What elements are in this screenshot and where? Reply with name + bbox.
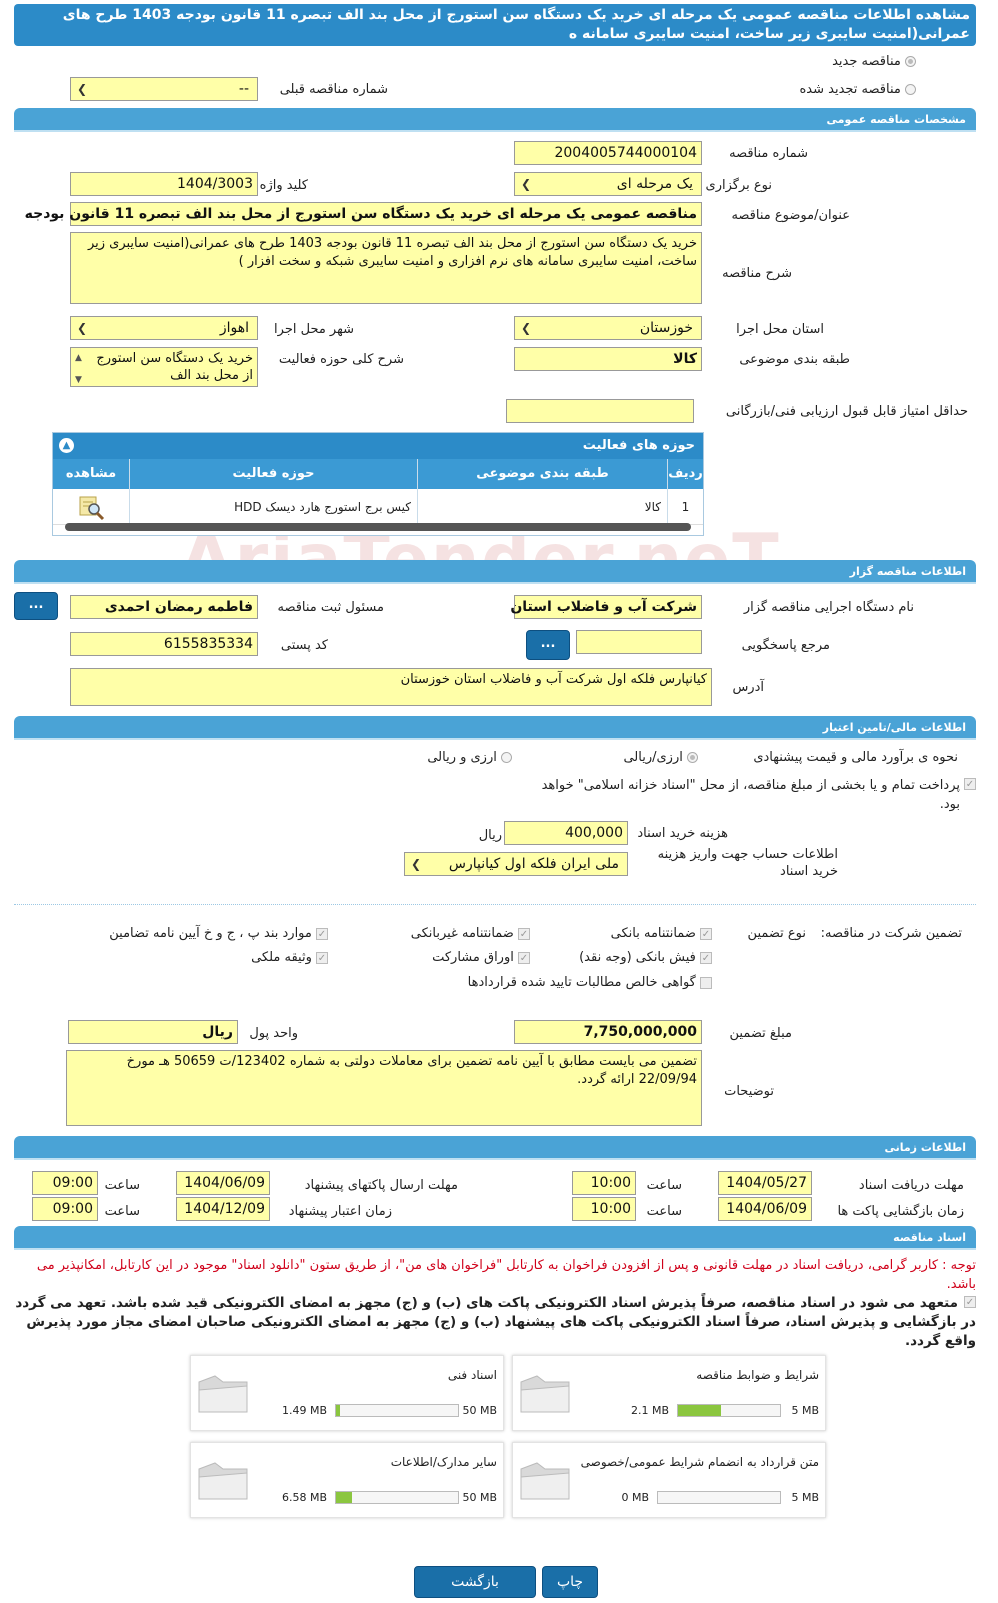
min-score-field bbox=[506, 399, 694, 423]
checkbox-icon: ✓ bbox=[519, 952, 529, 964]
t2-hour-label: ساعت bbox=[104, 1178, 140, 1193]
category-label: طبقه بندی موضوعی bbox=[739, 352, 850, 367]
t2-label: مهلت ارسال پاکتهای پیشنهاد bbox=[304, 1178, 458, 1193]
file-card-conditions[interactable] bbox=[512, 1355, 826, 1431]
description-label: شرح مناقصه bbox=[722, 266, 792, 281]
guarantee-nonbank[interactable] bbox=[411, 926, 530, 941]
collapse-icon[interactable]: ▲ bbox=[59, 438, 74, 453]
t3-hour-label: ساعت bbox=[646, 1204, 682, 1219]
file-progress bbox=[335, 1491, 459, 1504]
file-name: اسناد فنی bbox=[447, 1368, 497, 1382]
separator bbox=[14, 904, 976, 905]
scroll-up-icon[interactable]: ▲ bbox=[75, 353, 82, 363]
reference-lookup-button[interactable]: ... bbox=[526, 630, 570, 660]
guarantee-clauses[interactable] bbox=[109, 926, 328, 941]
t2-hour-field: 09:00 bbox=[32, 1171, 98, 1195]
activity-desc-field[interactable] bbox=[70, 347, 258, 387]
col-field-header: حوزه فعالیت bbox=[129, 459, 417, 489]
file-name: سایر مدارک/اطلاعات bbox=[390, 1455, 497, 1469]
grid-title bbox=[53, 433, 703, 459]
description-field: خرید یک دستگاه سن استورج از محل بند الف تبصره 11 قانون بودجه 1403 طرح های عمرانی(امنیت سایبری زیر ساخت، امنیت سایبری سامانه های نرم افزاری و امنیت سایبری شبکه و سخت افزار ) bbox=[70, 232, 702, 304]
registrar-label: مسئول ثبت مناقصه bbox=[277, 600, 384, 615]
col-row-header: ردیف bbox=[667, 459, 703, 489]
radio-icon bbox=[905, 84, 916, 95]
province-value: خوزستان bbox=[639, 320, 693, 336]
doc-fee-unit: ریال bbox=[478, 828, 502, 843]
t1-label: مهلت دریافت اسناد bbox=[858, 1178, 964, 1193]
t4-hour-field: 09:00 bbox=[32, 1197, 98, 1221]
table-row bbox=[53, 489, 703, 525]
type-select[interactable] bbox=[514, 172, 702, 196]
cell-category: کالا bbox=[417, 489, 667, 524]
province-label: استان محل اجرا bbox=[736, 322, 824, 337]
view-icon[interactable] bbox=[53, 489, 129, 524]
guarantee-receivables[interactable] bbox=[468, 975, 712, 990]
radio-icon bbox=[905, 56, 916, 67]
print-button[interactable]: چاپ bbox=[542, 1566, 598, 1598]
cell-field: کیس برج استورج هارد دیسک HDD bbox=[129, 489, 417, 524]
checkbox-icon: ✓ bbox=[701, 952, 711, 964]
file-name: متن قرارداد به انضمام شرایط عمومی/خصوصی bbox=[580, 1455, 819, 1469]
file-progress-fill bbox=[336, 1405, 340, 1416]
currency-field: ریال bbox=[68, 1020, 238, 1044]
guarantee-cash[interactable] bbox=[579, 950, 712, 965]
postal-code-field: 6155835334 bbox=[70, 632, 258, 656]
organizer-label: نام دستگاه اجرایی مناقصه گزار bbox=[743, 600, 914, 615]
radio-icon bbox=[687, 752, 698, 763]
file-size: 0 MB bbox=[621, 1491, 649, 1504]
registrar-lookup-button[interactable]: ... bbox=[14, 592, 58, 620]
download-notice: توجه : کاربر گرامی، دریافت اسناد در مهلت قانونی و پس از افزودن فراخوان به کارتابل "فراخوان های من"، از طریق ستون "دانلود اسناد" موجود در این کارتابل، امکانپذیر می باشد. bbox=[36, 1258, 976, 1292]
radio-new-label: مناقصه جدید bbox=[832, 54, 901, 69]
file-progress-fill bbox=[678, 1405, 721, 1416]
city-value: اهواز bbox=[219, 320, 249, 336]
t1-hour-label: ساعت bbox=[646, 1178, 682, 1193]
t2-date-field: 1404/06/09 bbox=[176, 1171, 270, 1195]
section-financial: اطلاعات مالی/تامین اعتبار bbox=[14, 716, 976, 740]
grid-scrollbar[interactable] bbox=[65, 523, 691, 531]
g1-label: ضمانتنامه بانکی bbox=[610, 926, 696, 941]
g5-label: اوراق مشارکت bbox=[432, 950, 514, 965]
guarantee-property[interactable] bbox=[251, 950, 328, 965]
chevron-down-icon: ❯ bbox=[411, 857, 422, 871]
min-score-label: حداقل امتیاز قابل قبول ارزیابی فنی/بازرگانی bbox=[725, 404, 968, 419]
file-card-technical[interactable] bbox=[190, 1355, 504, 1431]
file-max: 5 MB bbox=[791, 1491, 819, 1504]
keyword-field: 1404/3003 bbox=[70, 172, 258, 196]
folder-icon bbox=[197, 1372, 249, 1414]
type-label: نوع برگزاری bbox=[705, 178, 772, 193]
col-view-header: مشاهده bbox=[65, 466, 117, 481]
file-name: شرایط و ضوابط مناقصه bbox=[696, 1368, 819, 1382]
currency-label: واحد پول bbox=[249, 1026, 298, 1041]
guarantee-bank[interactable] bbox=[611, 926, 712, 941]
g3-label: موارد بند پ ، ج و خ آیین نامه تضامین bbox=[109, 926, 312, 941]
prev-number-select[interactable] bbox=[70, 77, 258, 101]
g7-label: گواهی خالص مطالبات تایید شده قراردادها bbox=[467, 975, 696, 990]
scroll-down-icon[interactable]: ▼ bbox=[75, 375, 82, 385]
file-max: 50 MB bbox=[462, 1491, 497, 1504]
address-field: کیانپارس فلکه اول شرکت آب و فاضلاب استان خوزستان bbox=[70, 668, 712, 706]
file-size: 1.49 MB bbox=[281, 1404, 327, 1417]
activity-desc-label: شرح کلی حوزه فعالیت bbox=[278, 352, 404, 367]
activity-desc-text: خرید یک دستگاه سن استورج از محل بند الف bbox=[96, 351, 253, 383]
guarantee-label: تضمین شرکت در مناقصه: bbox=[820, 926, 962, 941]
commit-checkbox[interactable]: ✓ bbox=[965, 1297, 975, 1308]
t4-hour-label: ساعت bbox=[104, 1204, 140, 1219]
t3-hour-field: 10:00 bbox=[572, 1197, 636, 1221]
t3-date-field: 1404/06/09 bbox=[718, 1197, 812, 1221]
commitment-text: متعهد می شود در اسناد مناقصه، صرفاً پذیرش اسناد الکترونیکی پاکت های (ب) و (ج) مجهز به امضای الکترونیکی قید شده باشد. تعهد می گردد در بازگشایی و پذیرش اسناد، صرفاً اسناد الکترونیکی پاکت های پیشنهاد (ب) و (ج) مجهز به امضای الکترونیکی صاحبان امضای مجاز مورد پذیرش واقع گردد. bbox=[15, 1295, 976, 1349]
treasury-checkbox[interactable]: ✓ bbox=[965, 779, 975, 790]
page-title: مشاهده اطلاعات مناقصه عمومی یک مرحله ای خرید یک دستگاه سن استورج از محل بند الف تبصره 11 قانون بودجه 1403 طرح های عمرانی(امنیت سایبری زیر ساخت، امنیت سایبری سامانه ه bbox=[14, 4, 976, 46]
radio-foreign-rial[interactable] bbox=[623, 750, 698, 765]
registrar-field: فاطمه رمضان احمدی bbox=[70, 595, 258, 619]
organizer-field: شرکت آب و فاضلاب استان bbox=[514, 595, 702, 619]
tender-number-label: شماره مناقصه bbox=[729, 146, 808, 161]
section-general: مشخصات مناقصه عمومی bbox=[14, 108, 976, 132]
cell-row-number: 1 bbox=[667, 489, 703, 524]
checkbox-icon: ✓ bbox=[519, 928, 529, 940]
prev-number-value: -- bbox=[238, 81, 249, 97]
amount-field: 7,750,000,000 bbox=[514, 1020, 702, 1044]
file-progress-fill bbox=[336, 1492, 352, 1503]
activity-grid bbox=[52, 432, 704, 536]
folder-icon bbox=[519, 1459, 571, 1501]
file-size: 2.1 MB bbox=[630, 1404, 669, 1417]
account-value: ملی ایران فلکه اول کیانپارس bbox=[448, 856, 619, 872]
folder-icon bbox=[197, 1459, 249, 1501]
postal-code-label: کد پستی bbox=[280, 638, 328, 653]
notes-label: توضیحات bbox=[724, 1084, 774, 1099]
file-progress bbox=[335, 1404, 459, 1417]
subject-label: عنوان/موضوع مناقصه bbox=[731, 208, 850, 223]
radio-renewed-label: مناقصه تجدید شده bbox=[799, 82, 901, 97]
guarantee-type-label: نوع تضمین bbox=[747, 926, 806, 941]
chevron-down-icon: ❯ bbox=[77, 321, 88, 335]
checkbox-icon: ✓ bbox=[317, 928, 327, 940]
checkbox-icon: ✓ bbox=[701, 928, 711, 940]
radio-rial-label: ارزی و ریالی bbox=[427, 750, 497, 765]
radio-renewed-tender[interactable] bbox=[799, 82, 916, 97]
section-timing: اطلاعات زمانی bbox=[14, 1136, 976, 1160]
account-label: اطلاعات حساب جهت واریز هزینه خرید اسناد bbox=[657, 847, 838, 879]
account-select[interactable] bbox=[404, 852, 628, 876]
folder-icon bbox=[519, 1372, 571, 1414]
radio-new-tender[interactable] bbox=[832, 54, 916, 69]
amount-label: مبلغ تضمین bbox=[729, 1026, 792, 1041]
file-size: 6.58 MB bbox=[281, 1491, 327, 1504]
section-organizer: اطلاعات مناقصه گزار bbox=[14, 560, 976, 584]
grid-header-row bbox=[53, 459, 703, 489]
type-value: یک مرحله ای bbox=[616, 176, 693, 192]
file-max: 50 MB bbox=[462, 1404, 497, 1417]
chevron-down-icon: ❯ bbox=[521, 177, 532, 191]
file-max: 5 MB bbox=[791, 1404, 819, 1417]
file-card-other[interactable] bbox=[190, 1442, 504, 1518]
category-field: کالا bbox=[514, 347, 702, 371]
radio-foreign-label: ارزی/ریالی bbox=[623, 750, 683, 765]
t1-hour-field: 10:00 bbox=[572, 1171, 636, 1195]
t4-label: زمان اعتبار پیشنهاد bbox=[288, 1204, 392, 1219]
chevron-down-icon: ❯ bbox=[77, 82, 88, 96]
tender-number-field: 2004005744000104 bbox=[514, 141, 702, 165]
file-progress bbox=[657, 1491, 781, 1504]
estimate-label: نحوه ی برآورد مالی و قیمت پیشنهادی bbox=[753, 750, 958, 765]
file-progress bbox=[677, 1404, 781, 1417]
g4-label: فیش بانکی (وجه نقد) bbox=[579, 950, 696, 965]
radio-icon bbox=[501, 752, 512, 763]
keyword-label: کلید واژه bbox=[259, 178, 308, 193]
back-button[interactable]: بازگشت bbox=[414, 1566, 536, 1598]
reference-field bbox=[576, 630, 702, 654]
t4-date-field: 1404/12/09 bbox=[176, 1197, 270, 1221]
guarantee-bonds[interactable] bbox=[432, 950, 530, 965]
g6-label: وثیقه ملکی bbox=[251, 950, 312, 965]
doc-fee-field: 400,000 bbox=[504, 821, 628, 845]
grid-title-text: حوزه های فعالیت bbox=[582, 438, 695, 453]
t3-label: زمان بازگشایی پاکت ها bbox=[837, 1204, 964, 1219]
file-card-contract[interactable] bbox=[512, 1442, 826, 1518]
city-select[interactable] bbox=[70, 316, 258, 340]
checkbox-icon bbox=[700, 977, 712, 989]
city-label: شهر محل اجرا bbox=[274, 322, 354, 337]
treasury-text: پرداخت تمام و یا بخشی از مبلغ مناقصه، از محل "اسناد خزانه اسلامی" خواهد بود. bbox=[541, 778, 960, 812]
checkbox-icon: ✓ bbox=[317, 952, 327, 964]
t1-date-field: 1404/05/27 bbox=[718, 1171, 812, 1195]
section-documents: اسناد مناقصه bbox=[14, 1226, 976, 1250]
chevron-down-icon: ❯ bbox=[521, 321, 532, 335]
prev-number-label: شماره مناقصه قبلی bbox=[279, 82, 388, 97]
radio-foreign-and-rial[interactable] bbox=[427, 750, 512, 765]
reference-label: مرجع پاسخگویی bbox=[741, 638, 830, 653]
col-category-header: طبقه بندی موضوعی bbox=[417, 459, 667, 489]
address-label: آدرس bbox=[732, 680, 764, 695]
subject-field: مناقصه عمومی یک مرحله ای خرید یک دستگاه سن استورج از محل بند الف تبصره 11 قانون بودجه bbox=[70, 202, 702, 226]
province-select[interactable] bbox=[514, 316, 702, 340]
notes-field: تضمین می بایست مطابق با آیین نامه تضمین برای معاملات دولتی به شماره 123402/ت 50659 هـ مورخ 22/09/94 ارائه گردد. bbox=[66, 1050, 702, 1126]
doc-fee-label: هزینه خرید اسناد bbox=[637, 826, 728, 841]
g2-label: ضمانتنامه غیربانکی bbox=[410, 926, 514, 941]
